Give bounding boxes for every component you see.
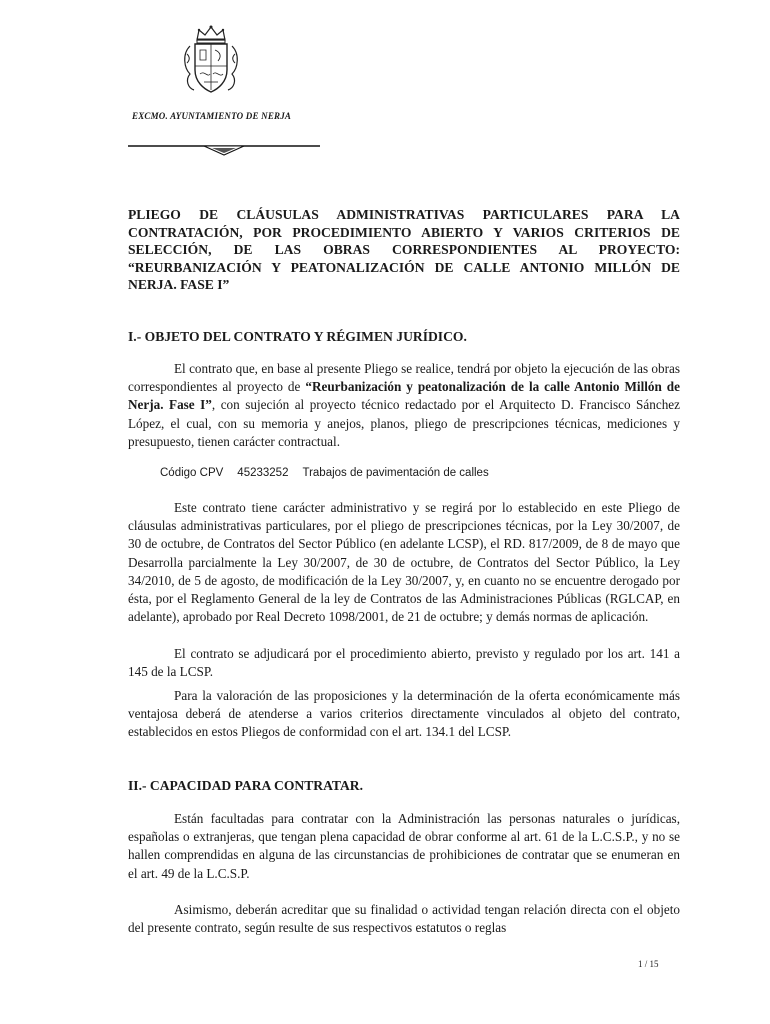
header-divider: [128, 140, 320, 158]
section-1-paragraph-3: El contrato se adjudicará por el procedimiento abierto, previsto y regulado por los art. 141 a 145 de la LCSP.: [128, 646, 680, 680]
cpv-code-line: [160, 467, 503, 479]
section-1-heading: I.- OBJETO DEL CONTRATO Y RÉGIMEN JURÍDICO.: [128, 329, 467, 344]
section-1-paragraph-1: [128, 360, 680, 451]
paragraph-text: El contrato que, en base al presente Pliego se realice, tendrá por objeto la ejecución de las obras correspondientes al proyecto de: [128, 361, 680, 395]
section-1-paragraph-2: Este contrato tiene carácter administrativo y se regirá por lo establecido en este Pliego de cláusulas administrativas particulares, por el pliego de prescripciones técnicas, por la Ley 30/2007, de 30 de octubre, de Contratos del Sector Público (en adelante LCSP), el RD. 817/2009, de 8 de mayo que Desarrolla parcialmente la Ley 30/2007, de 30 de octubre, de Contratos del Sector Público, la Ley 34/2010, de 5 de agosto, de modificación de la Ley 30/2007, y, en cuanto no se encuentre derogado por ésta, por el Reglamento General de la ley de Contratos de las Administraciones Públicas (RGLCAP, en adelante), aprobado por Real Decreto 1098/2001, de 21 de octubre; y demás normas de aplicación.: [128, 500, 680, 625]
section-2-paragraph-2: Asimismo, deberán acreditar que su finalidad o actividad tengan relación directa con el objeto del presente contrato, según resulte de sus respectivos estatutos o reglas: [128, 902, 680, 936]
section-2-heading: II.- CAPACIDAD PARA CONTRATAR.: [128, 778, 363, 793]
page-number: 1 / 15: [638, 959, 659, 969]
project-name: “Reurbanización y peatonalización de la calle Antonio Millón de Nerja. Fase I”: [128, 379, 680, 413]
municipal-coat-of-arms-icon: [180, 24, 242, 96]
cpv-description: Trabajos de pavimentación de calles: [302, 467, 489, 479]
organization-name: EXCMO. AYUNTAMIENTO DE NERJA: [132, 111, 292, 121]
paragraph-text: , con sujeción al proyecto técnico redactado por el Arquitecto D. Francisco Sánchez López, el cual, con su memoria y anejos, planos, pliego de prescripciones técnicas, mediciones y presupuesto, tienen carácter contractual.: [128, 397, 680, 449]
document-title: PLIEGO DE CLÁUSULAS ADMINISTRATIVAS PARTICULARES PARA LA CONTRATACIÓN, POR PROCEDIMIENTO ABIERTO Y VARIOS CRITERIOS DE SELECCIÓN, DE LAS OBRAS CORRESPONDIENTES AL PROYECTO: “REURBANIZACIÓN Y PEATONALIZACIÓN DE CALLE ANTONIO MILLÓN DE NERJA. FASE I”: [128, 207, 680, 292]
section-2-paragraph-1: Están facultadas para contratar con la Administración las personas naturales o jurídicas, españolas o extranjeras, que tengan plena capacidad de obrar conforme al art. 61 de la L.C.S.P., y no se hallen comprendidas en alguna de las circunstancias de prohibiciones de contratar que se enumeran en el art. 49 de la L.C.S.P.: [128, 811, 680, 881]
cpv-code: 45233252: [237, 467, 289, 479]
cpv-label: Código CPV: [160, 467, 224, 479]
section-1-paragraph-4: Para la valoración de las proposiciones y la determinación de la oferta económicamente más ventajosa deberá de atenderse a varios criterios directamente vinculados al objeto del contrato, establecidos en estos Pliegos de conformidad con el art. 134.1 del LCSP.: [128, 688, 680, 740]
